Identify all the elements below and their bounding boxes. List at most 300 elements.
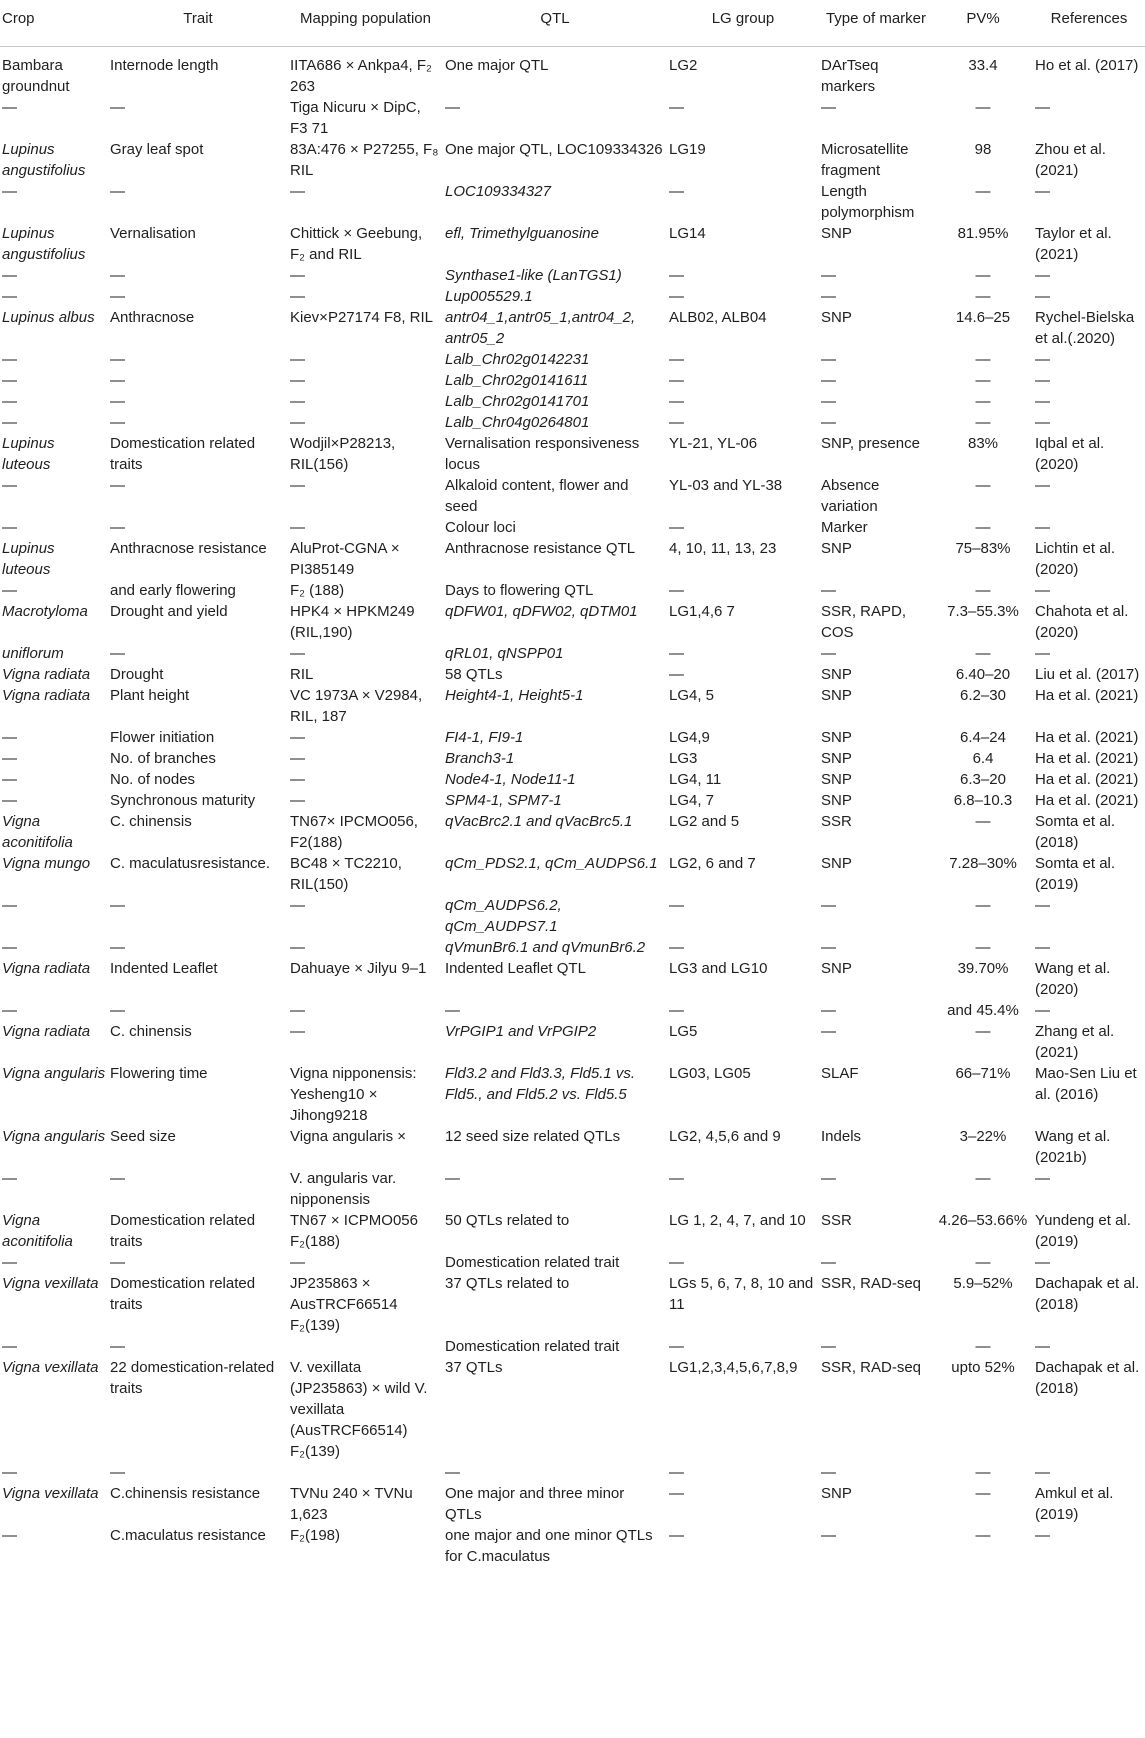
cell-lg-group: — [669, 182, 684, 200]
cell-trait: Drought and yield [110, 602, 228, 620]
cell-reference: Mao-Sen Liu et al. (2016) [1035, 1064, 1137, 1103]
cell-pv: — [975, 896, 991, 914]
cell-lg-group: — [669, 938, 684, 956]
cell-qtl: VrPGIP1 and VrPGIP2 [445, 1022, 597, 1040]
cell-pv: 6.4 [972, 749, 994, 767]
cell-lg-group: — [669, 392, 684, 410]
cell-mapping-population: VC 1973A × V2984, RIL, 187 [290, 686, 423, 725]
cell-qtl: qVacBrc2.1 and qVacBrc5.1 [445, 812, 633, 830]
cell-qtl: qCm_PDS2.1, qCm_AUDPS6.1 [445, 854, 658, 872]
cell-pv: — [975, 350, 991, 368]
cell-reference: Lichtin et al. (2020) [1035, 539, 1116, 578]
cell-mapping-population [288, 1336, 443, 1357]
cell-mapping-population: — [290, 896, 305, 914]
cell-reference: Ha et al. (2021) [1035, 728, 1139, 746]
cell-pv: 81.95% [957, 224, 1009, 242]
cell-qtl: LOC109334327 [445, 182, 551, 200]
cell-pv: — [975, 392, 991, 410]
cell-marker-type: — [821, 1169, 836, 1187]
cell-mapping-population: Kiev×P27174 F8, RIL [290, 308, 434, 326]
cell-crop: — [2, 1463, 17, 1481]
cell-trait: Gray leaf spot [110, 140, 204, 158]
cell-qtl: qCm_AUDPS6.2, qCm_AUDPS7.1 [445, 896, 562, 935]
cell-pv: 33.4 [968, 56, 998, 74]
cell-crop: — [2, 749, 17, 767]
cell-qtl: Colour loci [445, 518, 516, 536]
cell-pv: 6.3–20 [960, 770, 1006, 788]
table-row [0, 307, 1145, 349]
cell-mapping-population: TN67 × ICPMO056 F₂(188) [290, 1211, 418, 1250]
cell-reference: — [1035, 1001, 1050, 1019]
cell-reference: Amkul et al. (2019) [1035, 1484, 1114, 1523]
table-row [0, 1063, 1145, 1126]
cell-pv: — [975, 266, 991, 284]
cell-crop: Vigna vexillata [2, 1274, 99, 1292]
cell-mapping-population: TVNu 240 × TVNu 1,623 [290, 1484, 413, 1523]
cell-lg-group: — [669, 1337, 684, 1355]
table-row [0, 1126, 1145, 1168]
table-row [0, 664, 1145, 685]
cell-lg-group: 4, 10, 11, 13, 23 [669, 539, 777, 557]
cell-mapping-population: TN67× IPCMO056, F2(188) [290, 812, 418, 851]
table-row [0, 1525, 1145, 1567]
cell-crop: Vigna mungo [2, 854, 91, 872]
cell-crop: Vigna angularis [2, 1127, 106, 1145]
cell-pv: 75–83% [955, 539, 1011, 557]
cell-trait: Flower initiation [110, 728, 215, 746]
cell-mapping-population: Wodjil×P28213, RIL(156) [290, 434, 396, 473]
cell-marker-type: — [821, 1001, 836, 1019]
cell-mapping-population: — [290, 644, 305, 662]
cell-mapping-population: JP235863 × AusTRCF66514 F₂(139) [290, 1274, 398, 1334]
cell-trait: — [110, 287, 125, 305]
cell-mapping-population: HPK4 × HPKM249 (RIL,190) [290, 602, 415, 641]
table-row [0, 895, 1145, 937]
cell-lg-group: LG3 [669, 749, 698, 767]
cell-marker-type: Marker [821, 518, 868, 536]
table-row [0, 517, 1145, 538]
cell-marker-type: SNP [821, 959, 852, 977]
cell-trait: — [110, 1169, 125, 1187]
table-body [0, 46, 1145, 1567]
cell-lg-group: LG19 [669, 140, 706, 158]
cell-lg-group: LG3 and LG10 [669, 959, 768, 977]
cell-crop: — [2, 350, 17, 368]
cell-qtl: Indented Leaflet QTL [445, 959, 586, 977]
cell-qtl: 37 QTLs [445, 1358, 503, 1376]
header-mapping-population: Mapping population [288, 0, 443, 46]
cell-reference: — [1035, 1337, 1050, 1355]
cell-pv: 4.26–53.66% [938, 1211, 1028, 1229]
cell-trait: — [110, 1463, 125, 1481]
cell-crop: Bambara groundnut [2, 56, 70, 95]
table-row [0, 580, 1145, 601]
cell-mapping-population: — [290, 350, 305, 368]
cell-pv: and 45.4% [947, 1001, 1019, 1019]
cell-mapping-population: Tiga Nicuru × DipC, F3 71 [290, 98, 421, 137]
cell-mapping-population: — [290, 1022, 305, 1040]
cell-pv: upto 52% [951, 1358, 1015, 1376]
cell-trait: — [110, 266, 125, 284]
cell-reference: Ha et al. (2021) [1035, 686, 1139, 704]
cell-marker-type: SSR [821, 1211, 852, 1229]
table-row [0, 601, 1145, 643]
cell-qtl: 58 QTLs [445, 665, 503, 683]
cell-marker-type: SNP [821, 308, 852, 326]
cell-qtl: Synthase1-like (LanTGS1) [445, 266, 622, 284]
cell-mapping-population: F₂(198) [290, 1526, 341, 1544]
cell-qtl: Alkaloid content, flower and seed [445, 476, 629, 515]
cell-mapping-population: RIL [290, 665, 314, 683]
cell-crop: — [2, 938, 17, 956]
cell-marker-type: — [821, 938, 836, 956]
table-row [0, 223, 1145, 265]
cell-crop: Lupinus luteous [2, 434, 55, 473]
cell-crop: — [2, 581, 17, 599]
cell-marker-type: SNP [821, 749, 852, 767]
cell-mapping-population: Dahuaye × Jilyu 9–1 [290, 959, 427, 977]
cell-mapping-population: V. vexillata (JP235863) × wild V. vexillata (AusTRCF66514) F₂(139) [290, 1358, 428, 1460]
cell-reference: Dachapak et al. (2018) [1035, 1358, 1140, 1397]
cell-qtl: Domestication related trait [445, 1253, 620, 1271]
cell-reference: Iqbal et al. (2020) [1035, 434, 1105, 473]
cell-qtl: one major and one minor QTLs for C.maculatus [445, 1526, 653, 1565]
cell-mapping-population: — [290, 266, 305, 284]
cell-pv: — [975, 1337, 991, 1355]
cell-qtl: One major QTL, LOC109334326 [445, 140, 663, 158]
header-crop: Crop [0, 0, 108, 46]
cell-trait: — [110, 1253, 125, 1271]
cell-reference: — [1035, 1526, 1050, 1544]
cell-reference: Zhou et al. (2021) [1035, 140, 1106, 179]
cell-marker-type: SNP [821, 1484, 852, 1502]
cell-crop: — [2, 413, 17, 431]
table-row [0, 265, 1145, 286]
table-row [0, 748, 1145, 769]
cell-trait: and early flowering [110, 581, 236, 599]
cell-crop: — [2, 1337, 17, 1355]
cell-trait: — [110, 413, 125, 431]
cell-mapping-population: AluProt-CGNA × PI385149 [290, 539, 400, 578]
cell-crop: — [2, 476, 17, 494]
header-type-of-marker: Type of marker [819, 0, 933, 46]
table-row [0, 769, 1145, 790]
cell-lg-group: — [669, 1169, 684, 1187]
cell-pv: — [975, 476, 991, 494]
cell-marker-type: — [821, 98, 836, 116]
cell-reference: — [1035, 98, 1050, 116]
table-row [0, 1168, 1145, 1210]
cell-pv: 6.8–10.3 [953, 791, 1013, 809]
cell-lg-group: LG1,4,6 7 [669, 602, 735, 620]
cell-marker-type: SNP [821, 854, 852, 872]
table-row [0, 1273, 1145, 1336]
cell-mapping-population: — [290, 791, 305, 809]
cell-crop: — [2, 1001, 17, 1019]
cell-pv: 5.9–52% [953, 1274, 1013, 1292]
cell-pv: 98 [974, 140, 992, 158]
cell-trait: Seed size [110, 1127, 176, 1145]
cell-qtl: Node4-1, Node11-1 [445, 770, 576, 788]
cell-marker-type: — [821, 1463, 836, 1481]
cell-mapping-population: F₂ (188) [290, 581, 345, 599]
cell-crop: Lupinus albus [2, 308, 95, 326]
cell-trait: Plant height [110, 686, 190, 704]
cell-pv: 6.4–24 [960, 728, 1006, 746]
cell-mapping-population [288, 1462, 443, 1483]
cell-qtl: Vernalisation responsiveness locus [445, 434, 640, 473]
cell-trait: — [110, 350, 125, 368]
cell-crop: — [2, 98, 17, 116]
cell-trait: Indented Leaflet [110, 959, 218, 977]
cell-marker-type: DArTseq markers [821, 56, 879, 95]
cell-mapping-population: — [290, 1253, 305, 1271]
cell-reference: — [1035, 392, 1050, 410]
cell-crop: — [2, 392, 17, 410]
table-row [0, 433, 1145, 475]
cell-marker-type: — [821, 644, 836, 662]
cell-qtl: Lup005529.1 [445, 287, 533, 305]
cell-reference: Chahota et al. (2020) [1035, 602, 1129, 641]
cell-pv: — [975, 1022, 991, 1040]
cell-lg-group: — [669, 1484, 684, 1502]
cell-qtl: Height4-1, Height5-1 [445, 686, 584, 704]
cell-pv: — [975, 413, 991, 431]
cell-trait: 22 domestication-related traits [110, 1358, 275, 1397]
table-row [0, 1210, 1145, 1252]
cell-qtl: qDFW01, qDFW02, qDTM01 [445, 602, 638, 620]
cell-pv: — [975, 581, 991, 599]
cell-trait: — [110, 1001, 125, 1019]
table-row [0, 685, 1145, 727]
cell-reference: Ha et al. (2021) [1035, 749, 1139, 767]
table-row [0, 643, 1145, 664]
table-row [0, 370, 1145, 391]
cell-lg-group: LG2, 4,5,6 and 9 [669, 1127, 781, 1145]
cell-crop: — [2, 266, 17, 284]
header-trait: Trait [108, 0, 288, 46]
table-row [0, 349, 1145, 370]
cell-trait: C. chinensis [110, 1022, 192, 1040]
cell-pv: — [975, 812, 991, 830]
cell-mapping-population: — [290, 518, 305, 536]
cell-lg-group: — [669, 665, 684, 683]
cell-qtl: 12 seed size related QTLs [445, 1127, 621, 1145]
cell-qtl: qRL01, qNSPP01 [445, 644, 564, 662]
cell-reference: — [1035, 413, 1050, 431]
cell-marker-type: — [821, 1337, 836, 1355]
cell-pv: — [975, 518, 991, 536]
cell-pv: 7.28–30% [949, 854, 1017, 872]
table-row [0, 1483, 1145, 1525]
cell-trait: Domestication related traits [110, 1274, 256, 1313]
cell-trait: Internode length [110, 56, 219, 74]
cell-marker-type: SLAF [821, 1064, 859, 1082]
cell-trait: — [110, 476, 125, 494]
cell-marker-type: — [821, 1022, 836, 1040]
cell-crop: — [2, 182, 17, 200]
cell-pv: 3–22% [959, 1127, 1007, 1145]
cell-lg-group: — [669, 1253, 684, 1271]
cell-reference: — [1035, 1253, 1050, 1271]
cell-lg-group: LGs 5, 6, 7, 8, 10 and 11 [669, 1274, 814, 1313]
cell-reference: Wang et al. (2021b) [1035, 1127, 1111, 1166]
header-lg-group: LG group [667, 0, 819, 46]
cell-mapping-population: BC48 × TC2210, RIL(150) [290, 854, 402, 893]
cell-mapping-population: 83A:476 × P27255, F₈ RIL [290, 140, 439, 179]
table-row [0, 1336, 1145, 1357]
table-row [0, 286, 1145, 307]
table-row [0, 790, 1145, 811]
cell-reference: — [1035, 938, 1050, 956]
cell-pv: 7.3–55.3% [947, 602, 1019, 620]
cell-lg-group: — [669, 1001, 684, 1019]
cell-reference: Yundeng et al. (2019) [1035, 1211, 1131, 1250]
cell-crop: Vigna angularis [2, 1064, 106, 1082]
cell-crop: Lupinus angustifolius [2, 140, 86, 179]
cell-trait: No. of nodes [110, 770, 196, 788]
cell-mapping-population: V. angularis var. nipponensis [290, 1169, 397, 1208]
cell-crop: Vigna aconitifolia [2, 812, 73, 851]
table-row [0, 475, 1145, 517]
cell-crop: — [2, 896, 17, 914]
cell-pv: — [975, 644, 991, 662]
cell-lg-group: — [669, 350, 684, 368]
cell-marker-type: SNP, presence [821, 434, 920, 452]
cell-reference: Rychel-Bielska et al.(.2020) [1035, 308, 1135, 347]
cell-mapping-population: — [290, 371, 305, 389]
cell-mapping-population: Chittick × Geebung, F₂ and RIL [290, 224, 423, 263]
cell-reference: — [1035, 287, 1050, 305]
cell-qtl: FI4-1, FI9-1 [445, 728, 524, 746]
cell-marker-type: — [821, 896, 836, 914]
cell-qtl: Lalb_Chr02g0142231 [445, 350, 590, 368]
cell-pv: 6.2–30 [960, 686, 1006, 704]
cell-pv: — [975, 287, 991, 305]
cell-crop: — [2, 728, 17, 746]
table-row [0, 811, 1145, 853]
cell-marker-type: — [821, 350, 836, 368]
cell-trait: — [110, 644, 125, 662]
cell-trait: — [110, 182, 125, 200]
header-row [0, 0, 1145, 46]
cell-mapping-population: — [290, 1001, 305, 1019]
cell-crop: Lupinus angustifolius [2, 224, 86, 263]
cell-qtl: 50 QTLs related to [445, 1211, 570, 1229]
cell-lg-group: YL-03 and YL-38 [669, 476, 783, 494]
cell-reference: — [1035, 266, 1050, 284]
cell-pv: — [975, 1253, 991, 1271]
cell-trait: — [110, 392, 125, 410]
cell-crop: — [2, 287, 17, 305]
table-row [0, 1462, 1145, 1483]
cell-marker-type: SNP [821, 791, 852, 809]
cell-qtl: Lalb_Chr04g0264801 [445, 413, 590, 431]
cell-mapping-population: — [290, 413, 305, 431]
cell-crop: Vigna radiata [2, 686, 91, 704]
cell-crop: Vigna vexillata [2, 1484, 99, 1502]
cell-marker-type: SSR, RAD-seq [821, 1358, 922, 1376]
cell-lg-group: YL-21, YL-06 [669, 434, 758, 452]
cell-trait: Anthracnose resistance [110, 539, 267, 557]
cell-marker-type: SSR, RAD-seq [821, 1274, 922, 1292]
cell-pv: 39.70% [957, 959, 1009, 977]
cell-trait: — [110, 938, 125, 956]
cell-qtl: Fld3.2 and Fld3.3, Fld5.1 vs. Fld5., and Fld5.2 vs. Fld5.5 [445, 1064, 636, 1103]
table-row [0, 727, 1145, 748]
cell-pv: — [975, 938, 991, 956]
cell-crop: — [2, 1253, 17, 1271]
cell-marker-type: Absence variation [821, 476, 880, 515]
cell-reference: — [1035, 182, 1050, 200]
cell-pv: — [975, 371, 991, 389]
cell-mapping-population: — [290, 287, 305, 305]
cell-lg-group: — [669, 98, 684, 116]
cell-mapping-population: Vigna angularis × [290, 1127, 407, 1145]
cell-reference: Taylor et al. (2021) [1035, 224, 1112, 263]
cell-marker-type: — [821, 581, 836, 599]
cell-lg-group: LG2 and 5 [669, 812, 740, 830]
cell-qtl: — [445, 1001, 460, 1019]
cell-marker-type: — [821, 287, 836, 305]
table-row [0, 538, 1145, 580]
cell-qtl: Branch3-1 [445, 749, 515, 767]
cell-lg-group: ALB02, ALB04 [669, 308, 767, 326]
cell-marker-type: — [821, 266, 836, 284]
cell-reference: — [1035, 644, 1050, 662]
table-row [0, 1357, 1145, 1462]
cell-lg-group: LG14 [669, 224, 706, 242]
cell-reference: Zhang et al. (2021) [1035, 1022, 1115, 1061]
cell-pv: — [975, 1463, 991, 1481]
cell-pv: — [975, 98, 991, 116]
cell-mapping-population: — [290, 770, 305, 788]
table-row [0, 139, 1145, 181]
cell-reference: Liu et al. (2017) [1035, 665, 1140, 683]
cell-lg-group: LG2, 6 and 7 [669, 854, 756, 872]
cell-trait: C. chinensis [110, 812, 192, 830]
cell-lg-group: — [669, 371, 684, 389]
cell-crop: Vigna radiata [2, 665, 91, 683]
cell-pv: 6.40–20 [955, 665, 1011, 683]
cell-pv: 83% [967, 434, 999, 452]
table-row [0, 46, 1145, 97]
cell-qtl: One major QTL [445, 56, 549, 74]
cell-crop: — [2, 791, 17, 809]
header-references: References [1033, 0, 1145, 46]
cell-reference: — [1035, 518, 1050, 536]
cell-reference: — [1035, 1169, 1050, 1187]
cell-mapping-population: — [290, 749, 305, 767]
cell-marker-type: Length polymorphism [821, 182, 915, 221]
cell-crop: — [2, 371, 17, 389]
cell-qtl: Anthracnose resistance QTL [445, 539, 636, 557]
cell-qtl: SPM4-1, SPM7-1 [445, 791, 562, 809]
cell-marker-type: Indels [821, 1127, 862, 1145]
cell-marker-type: Microsatellite fragment [821, 140, 909, 179]
cell-marker-type: SNP [821, 665, 852, 683]
header-qtl: QTL [443, 0, 667, 46]
cell-reference: — [1035, 350, 1050, 368]
cell-trait: — [110, 896, 125, 914]
cell-reference: — [1035, 371, 1050, 389]
table-row [0, 1021, 1145, 1063]
cell-reference: — [1035, 896, 1050, 914]
cell-marker-type: SSR [821, 812, 852, 830]
cell-trait: — [110, 371, 125, 389]
cell-lg-group: LG4, 7 [669, 791, 715, 809]
cell-reference: Ho et al. (2017) [1035, 56, 1139, 74]
